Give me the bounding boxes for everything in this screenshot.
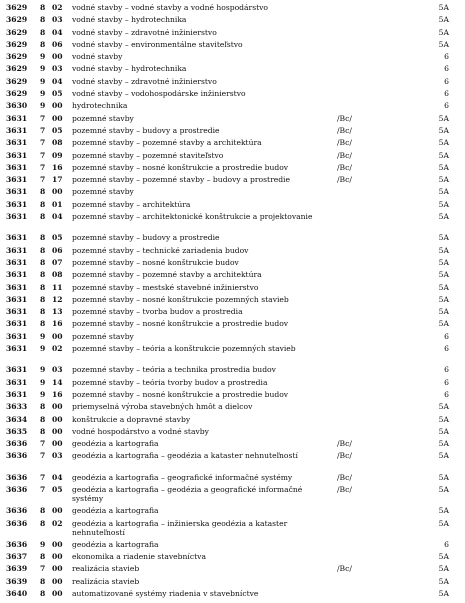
row-name: geodézia a kartografia – inžinierska geodézia a kataster nehnuteľností (72, 518, 288, 537)
row-level: 5A (438, 187, 449, 197)
row-degree-note: /Bc/ (337, 113, 352, 123)
row-code: 3631 (6, 245, 28, 255)
list-row (0, 473, 465, 485)
row-code: 3631 (6, 150, 28, 160)
row-level: 6 (444, 101, 449, 111)
row-subcode: 00 (52, 402, 63, 412)
row-level-digit: 9 (40, 101, 46, 111)
row-degree-note: /Bc/ (337, 175, 352, 185)
row-subcode: 17 (52, 175, 63, 185)
row-level: 6 (444, 331, 449, 341)
row-name: pozemné stavby – budovy a prostredie (72, 233, 220, 243)
row-level-digit: 8 (40, 27, 46, 37)
list-row (0, 577, 465, 589)
row-level-digit: 8 (40, 282, 46, 292)
list-row (0, 15, 465, 27)
list-row (0, 344, 465, 365)
row-level-digit: 8 (40, 199, 46, 209)
list-row (0, 101, 465, 113)
row-level-digit: 8 (40, 552, 46, 562)
row-level: 6 (444, 64, 449, 74)
row-subcode: 11 (52, 282, 63, 292)
list-row (0, 365, 465, 377)
row-subcode: 00 (52, 331, 63, 341)
row-code: 3631 (6, 138, 28, 148)
row-name: vodné stavby – environmentálne staviteľstvo (72, 39, 243, 49)
list-row (0, 187, 465, 199)
row-code: 3629 (6, 64, 28, 74)
row-code: 3631 (6, 365, 28, 375)
row-level: 5A (438, 15, 449, 25)
row-subcode: 05 (52, 484, 63, 494)
row-name: pozemné stavby – architektonické konštrukcie a projektovanie (72, 212, 313, 222)
row-level-digit: 8 (40, 187, 46, 197)
list-row (0, 77, 465, 89)
row-code: 3639 (6, 576, 28, 586)
row-subcode: 04 (52, 212, 63, 222)
row-level-digit: 7 (40, 439, 46, 449)
row-code: 3631 (6, 212, 28, 222)
row-level: 5A (438, 414, 449, 424)
row-level: 6 (444, 89, 449, 99)
row-subcode: 02 (52, 518, 63, 528)
row-name: pozemné stavby – tvorba budov a prostredia (72, 307, 243, 317)
row-level-digit: 9 (40, 389, 46, 399)
row-level: 5A (438, 162, 449, 172)
row-subcode: 03 (52, 365, 63, 375)
row-code: 3629 (6, 27, 28, 37)
row-level: 6 (444, 344, 449, 354)
row-code: 3631 (6, 187, 28, 197)
list-row (0, 175, 465, 187)
row-name: vodné stavby – hydrotechnika (72, 64, 187, 74)
row-name: pozemné stavby – pozemné stavby a architektúra (72, 270, 262, 280)
row-name: hydrotechnika (72, 101, 128, 111)
row-level-digit: 8 (40, 270, 46, 280)
row-level: 5A (438, 589, 449, 599)
row-code: 3636 (6, 506, 28, 516)
row-code: 3636 (6, 451, 28, 461)
row-code: 3631 (6, 294, 28, 304)
row-level-digit: 9 (40, 52, 46, 62)
row-code: 3636 (6, 484, 28, 494)
list-row (0, 451, 465, 472)
row-level: 6 (444, 52, 449, 62)
row-code: 3631 (6, 233, 28, 243)
list-row (0, 332, 465, 344)
row-level: 6 (444, 76, 449, 86)
row-level-digit: 8 (40, 3, 46, 12)
list-row (0, 3, 465, 15)
row-level: 5A (438, 294, 449, 304)
row-subcode: 04 (52, 472, 63, 482)
row-level-digit: 8 (40, 319, 46, 329)
row-name: priemyselná výroba stavebných hmôt a dielcov (72, 402, 253, 412)
list-row (0, 415, 465, 427)
row-level-digit: 7 (40, 162, 46, 172)
list-row (0, 589, 465, 601)
row-code: 3631 (6, 282, 28, 292)
row-name: vodné stavby – zdravotné inžinierstvo (72, 27, 217, 37)
row-subcode: 03 (52, 64, 63, 74)
code-list (0, 3, 465, 601)
row-code: 3636 (6, 539, 28, 549)
row-name: pozemné stavby – pozemné stavby a architektúra (72, 138, 262, 148)
list-row (0, 319, 465, 331)
row-name: geodézia a kartografia (72, 439, 159, 449)
row-degree-note: /Bc/ (337, 472, 352, 482)
row-name: realizácia stavieb (72, 564, 140, 574)
row-level-digit: 8 (40, 506, 46, 516)
row-degree-note: /Bc/ (337, 125, 352, 135)
row-code: 3631 (6, 113, 28, 123)
row-level: 5A (438, 319, 449, 329)
list-row (0, 138, 465, 150)
row-name: konštrukcie a dopravné stavby (72, 414, 191, 424)
row-degree-note: /Bc/ (337, 564, 352, 574)
row-level: 5A (438, 564, 449, 574)
row-level-digit: 7 (40, 175, 46, 185)
row-level-digit: 8 (40, 15, 46, 25)
row-name: pozemné stavby – nosné konštrukcie a prostredie budov (72, 162, 289, 172)
row-code: 3629 (6, 3, 28, 12)
row-name: pozemné stavby – budovy a prostredie (72, 125, 220, 135)
row-name: pozemné stavby – teória a konštrukcie pozemných stavieb (72, 344, 296, 354)
row-subcode: 05 (52, 233, 63, 243)
list-row (0, 564, 465, 576)
row-subcode: 03 (52, 451, 63, 461)
row-subcode: 00 (52, 187, 63, 197)
list-row (0, 283, 465, 295)
row-level-digit: 7 (40, 150, 46, 160)
row-subcode: 13 (52, 307, 63, 317)
row-name: pozemné stavby – architektúra (72, 199, 191, 209)
row-name: pozemné stavby – technické zariadenia budov (72, 245, 249, 255)
row-subcode: 00 (52, 113, 63, 123)
row-level-digit: 8 (40, 257, 46, 267)
list-row (0, 114, 465, 126)
row-level-digit: 7 (40, 451, 46, 461)
row-subcode: 03 (52, 15, 63, 25)
row-level: 5A (438, 270, 449, 280)
row-code: 3636 (6, 439, 28, 449)
row-level-digit: 8 (40, 307, 46, 317)
row-level-digit: 8 (40, 518, 46, 528)
row-code: 3631 (6, 377, 28, 387)
row-name: pozemné stavby – nosné konštrukcie a prostredie budov (72, 389, 289, 399)
row-level: 5A (438, 175, 449, 185)
row-level: 6 (444, 377, 449, 387)
row-name: vodné stavby (72, 52, 123, 62)
row-subcode: 00 (52, 506, 63, 516)
row-name: pozemné stavby (72, 187, 134, 197)
row-level: 5A (438, 426, 449, 436)
row-level: 5A (438, 27, 449, 37)
row-level-digit: 8 (40, 402, 46, 412)
list-row (0, 163, 465, 175)
row-level: 5A (438, 245, 449, 255)
row-code: 3637 (6, 552, 28, 562)
row-code: 3631 (6, 175, 28, 185)
list-row (0, 307, 465, 319)
row-subcode: 00 (52, 439, 63, 449)
row-code: 3629 (6, 39, 28, 49)
row-name: geodézia a kartografia (72, 539, 159, 549)
row-degree-note: /Bc/ (337, 439, 352, 449)
list-row (0, 200, 465, 212)
row-subcode: 00 (52, 564, 63, 574)
row-level-digit: 8 (40, 233, 46, 243)
row-subcode: 16 (52, 162, 63, 172)
list-row (0, 151, 465, 163)
row-subcode: 12 (52, 294, 63, 304)
row-code: 3634 (6, 414, 28, 424)
row-code: 3633 (6, 402, 28, 412)
row-code: 3639 (6, 564, 28, 574)
list-row (0, 439, 465, 451)
row-name: pozemné stavby – pozemné staviteľstvo (72, 150, 224, 160)
list-row (0, 295, 465, 307)
row-code: 3631 (6, 257, 28, 267)
row-degree-note: /Bc/ (337, 162, 352, 172)
row-code: 3631 (6, 344, 28, 354)
row-name: pozemné stavby – teória a technika prostredia budov (72, 365, 276, 375)
row-level: 5A (438, 439, 449, 449)
row-level-digit: 8 (40, 212, 46, 222)
row-subcode: 16 (52, 389, 63, 399)
row-name: pozemné stavby (72, 113, 134, 123)
row-subcode: 02 (52, 3, 63, 12)
row-level-digit: 9 (40, 64, 46, 74)
row-subcode: 04 (52, 27, 63, 37)
row-level: 5A (438, 212, 449, 222)
row-subcode: 00 (52, 426, 63, 436)
row-level: 5A (438, 484, 449, 494)
row-name: pozemné stavby – pozemné stavby – budovy a prostredie (72, 175, 290, 185)
list-row (0, 402, 465, 414)
row-subcode: 00 (52, 52, 63, 62)
row-level: 5A (438, 138, 449, 148)
row-name: pozemné stavby – nosné konštrukcie pozemných stavieb (72, 294, 289, 304)
row-code: 3636 (6, 518, 28, 528)
row-code: 3631 (6, 270, 28, 280)
row-level-digit: 9 (40, 344, 46, 354)
row-code: 3631 (6, 162, 28, 172)
list-row (0, 258, 465, 270)
row-level: 5A (438, 257, 449, 267)
row-level-digit: 9 (40, 76, 46, 86)
list-row (0, 28, 465, 40)
row-subcode: 05 (52, 125, 63, 135)
row-subcode: 16 (52, 319, 63, 329)
row-name: vodné stavby – hydrotechnika (72, 15, 187, 25)
row-name: vodné hospodárstvo a vodné stavby (72, 426, 209, 436)
row-level: 5A (438, 402, 449, 412)
row-subcode: 08 (52, 270, 63, 280)
row-code: 3635 (6, 426, 28, 436)
row-level-digit: 7 (40, 138, 46, 148)
list-row (0, 52, 465, 64)
list-row (0, 270, 465, 282)
row-level: 6 (444, 539, 449, 549)
row-level-digit: 8 (40, 576, 46, 586)
list-row (0, 390, 465, 402)
row-subcode: 00 (52, 589, 63, 599)
list-row (0, 506, 465, 518)
row-name: vodné stavby – vodohospodárske inžinierstvo (72, 89, 246, 99)
row-level-digit: 7 (40, 125, 46, 135)
row-level: 5A (438, 233, 449, 243)
row-code: 3631 (6, 125, 28, 135)
row-subcode: 00 (52, 539, 63, 549)
row-code: 3631 (6, 319, 28, 329)
row-degree-note: /Bc/ (337, 451, 352, 461)
row-level-digit: 7 (40, 484, 46, 494)
row-subcode: 00 (52, 552, 63, 562)
row-code: 3631 (6, 389, 28, 399)
row-code: 3629 (6, 15, 28, 25)
row-level-digit: 8 (40, 245, 46, 255)
row-name: pozemné stavby – mestské stavebné inžinierstvo (72, 282, 259, 292)
row-level: 5A (438, 307, 449, 317)
row-level: 5A (438, 3, 449, 12)
row-level: 5A (438, 518, 449, 528)
list-row (0, 540, 465, 552)
row-code: 3631 (6, 199, 28, 209)
list-row (0, 485, 465, 506)
row-degree-note: /Bc/ (337, 138, 352, 148)
row-name: ekonomika a riadenie stavebníctva (72, 552, 206, 562)
row-level-digit: 8 (40, 589, 46, 599)
row-subcode: 06 (52, 245, 63, 255)
row-level: 5A (438, 451, 449, 461)
row-subcode: 06 (52, 39, 63, 49)
row-level-digit: 8 (40, 39, 46, 49)
row-subcode: 00 (52, 414, 63, 424)
list-row (0, 378, 465, 390)
row-name: geodézia a kartografia – geodézia a kataster nehnuteľností (72, 451, 298, 461)
list-row (0, 233, 465, 245)
row-subcode: 07 (52, 257, 63, 267)
row-name: vodné stavby – vodné stavby a vodné hospodárstvo (72, 3, 268, 12)
row-level-digit: 9 (40, 365, 46, 375)
row-level: 5A (438, 576, 449, 586)
list-row (0, 519, 465, 540)
list-row (0, 212, 465, 233)
row-level-digit: 9 (40, 89, 46, 99)
list-row (0, 40, 465, 52)
row-level: 5A (438, 39, 449, 49)
row-level-digit: 8 (40, 414, 46, 424)
row-name: vodné stavby – zdravotné inžinierstvo (72, 76, 217, 86)
row-level-digit: 7 (40, 113, 46, 123)
row-subcode: 01 (52, 199, 63, 209)
row-level: 5A (438, 113, 449, 123)
row-subcode: 02 (52, 344, 63, 354)
row-level: 5A (438, 150, 449, 160)
row-name: automatizované systémy riadenia v stavebníctve (72, 589, 259, 599)
row-level-digit: 9 (40, 377, 46, 387)
row-name: pozemné stavby – nosné konštrukcie a prostredie budov (72, 319, 289, 329)
row-level-digit: 7 (40, 472, 46, 482)
row-name: pozemné stavby – nosné konštrukcie budov (72, 257, 239, 267)
row-subcode: 09 (52, 150, 63, 160)
list-row (0, 552, 465, 564)
row-code: 3629 (6, 89, 28, 99)
row-code: 3636 (6, 472, 28, 482)
row-level-digit: 8 (40, 426, 46, 436)
row-name: geodézia a kartografia – geografické informačné systémy (72, 472, 293, 482)
row-level: 6 (444, 365, 449, 375)
row-level-digit: 7 (40, 564, 46, 574)
list-row (0, 126, 465, 138)
row-code: 3629 (6, 52, 28, 62)
row-code: 3631 (6, 307, 28, 317)
row-name: geodézia a kartografia – geodézia a geografické informačné systémy (72, 484, 303, 503)
row-name: realizácia stavieb (72, 576, 140, 586)
row-subcode: 05 (52, 89, 63, 99)
row-level-digit: 9 (40, 539, 46, 549)
row-subcode: 00 (52, 576, 63, 586)
row-code: 3640 (6, 589, 28, 599)
row-name: pozemné stavby – teória tvorby budov a prostredia (72, 377, 268, 387)
list-row (0, 89, 465, 101)
row-subcode: 08 (52, 138, 63, 148)
row-level: 5A (438, 472, 449, 482)
row-code: 3629 (6, 76, 28, 86)
row-level-digit: 9 (40, 331, 46, 341)
row-level: 6 (444, 389, 449, 399)
row-code: 3630 (6, 101, 28, 111)
row-level: 5A (438, 125, 449, 135)
row-level: 5A (438, 199, 449, 209)
row-name: pozemné stavby (72, 331, 134, 341)
row-level: 5A (438, 506, 449, 516)
row-code: 3631 (6, 331, 28, 341)
list-row (0, 64, 465, 76)
row-level: 5A (438, 552, 449, 562)
row-subcode: 14 (52, 377, 63, 387)
row-subcode: 00 (52, 101, 63, 111)
row-subcode: 04 (52, 76, 63, 86)
row-degree-note: /Bc/ (337, 484, 352, 494)
row-name: geodézia a kartografia (72, 506, 159, 516)
row-degree-note: /Bc/ (337, 150, 352, 160)
row-level-digit: 8 (40, 294, 46, 304)
list-row (0, 246, 465, 258)
row-level: 5A (438, 282, 449, 292)
list-row (0, 427, 465, 439)
